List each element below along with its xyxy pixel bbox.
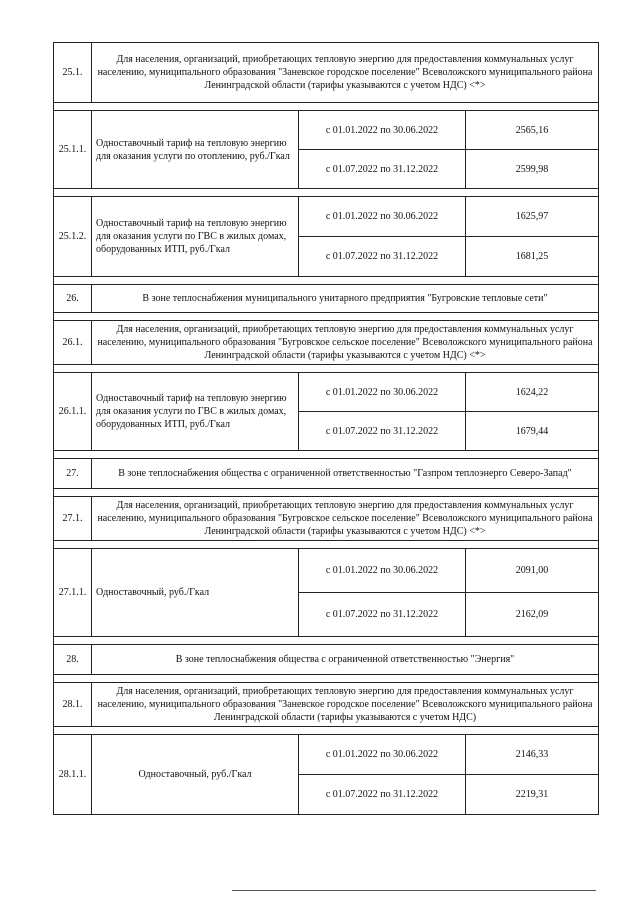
period-cell: с 01.01.2022 по 30.06.2022 bbox=[299, 197, 466, 237]
table-row bbox=[54, 645, 599, 675]
row-spacer bbox=[54, 313, 599, 321]
row-number: 26. bbox=[54, 285, 92, 313]
row-number: 26.1.1. bbox=[54, 373, 92, 451]
section-title: В зоне теплоснабжения общества с ограниченной ответственностью "Энергия" bbox=[92, 645, 599, 675]
row-spacer bbox=[54, 637, 599, 645]
tariff-table bbox=[53, 42, 599, 815]
period-cell: с 01.07.2022 по 31.12.2022 bbox=[299, 775, 466, 815]
row-number: 25.1.1. bbox=[54, 111, 92, 189]
section-title: В зоне теплоснабжения общества с ограниченной ответственностью "Газпром теплоэнерго Северо-Запад" bbox=[92, 459, 599, 489]
tariff-value: 1679,44 bbox=[466, 412, 599, 451]
section-description: Для населения, организаций, приобретающих тепловую энергию для предоставления коммунальных услуг населению, муниципального образования "Бугровское сельское поселение" Всеволожского муниципального района Ленинградской области (тарифы указываются с учетом НДС) <*> bbox=[92, 321, 599, 365]
tariff-name: Одноставочный, руб./Гкал bbox=[92, 735, 299, 815]
row-spacer bbox=[54, 727, 599, 735]
table-row bbox=[54, 111, 599, 150]
tariff-value: 2219,31 bbox=[466, 775, 599, 815]
table-row bbox=[54, 735, 599, 775]
period-cell: с 01.07.2022 по 31.12.2022 bbox=[299, 593, 466, 637]
table-row bbox=[54, 285, 599, 313]
section-title: В зоне теплоснабжения муниципального унитарного предприятия "Бугровские тепловые сети" bbox=[92, 285, 599, 313]
tariff-name: Одноставочный тариф на тепловую энергию для оказания услуги по ГВС в жилых домах, оборудованных ИТП, руб./Гкал bbox=[92, 197, 299, 277]
table-row bbox=[54, 497, 599, 541]
row-spacer bbox=[54, 489, 599, 497]
tariff-value: 1625,97 bbox=[466, 197, 599, 237]
row-number: 28.1.1. bbox=[54, 735, 92, 815]
row-spacer bbox=[54, 103, 599, 111]
row-spacer bbox=[54, 365, 599, 373]
section-description: Для населения, организаций, приобретающих тепловую энергию для предоставления коммунальных услуг населению, муниципального образования "Заневское городское поселение" Всеволожского муниципального района Ленинградской области (тарифы указываются с учетом НДС) <*> bbox=[92, 43, 599, 103]
tariff-name: Одноставочный тариф на тепловую энергию для оказания услуги по отоплению, руб./Гкал bbox=[92, 111, 299, 189]
table-row bbox=[54, 321, 599, 365]
row-number: 26.1. bbox=[54, 321, 92, 365]
table-row bbox=[54, 373, 599, 412]
tariff-value: 2091,00 bbox=[466, 549, 599, 593]
tariff-value: 1681,25 bbox=[466, 237, 599, 277]
row-number: 25.1. bbox=[54, 43, 92, 103]
row-spacer bbox=[54, 189, 599, 197]
row-number: 27.1. bbox=[54, 497, 92, 541]
period-cell: с 01.07.2022 по 31.12.2022 bbox=[299, 412, 466, 451]
row-spacer bbox=[54, 451, 599, 459]
period-cell: с 01.01.2022 по 30.06.2022 bbox=[299, 111, 466, 150]
tariff-value: 1624,22 bbox=[466, 373, 599, 412]
footer-rule bbox=[232, 890, 596, 891]
period-cell: с 01.01.2022 по 30.06.2022 bbox=[299, 549, 466, 593]
tariff-value: 2565,16 bbox=[466, 111, 599, 150]
table-row bbox=[54, 43, 599, 103]
tariff-value: 2146,33 bbox=[466, 735, 599, 775]
row-number: 27. bbox=[54, 459, 92, 489]
period-cell: с 01.07.2022 по 31.12.2022 bbox=[299, 150, 466, 189]
section-description: Для населения, организаций, приобретающих тепловую энергию для предоставления коммунальных услуг населению, муниципального образования "Заневское городское поселение" Всеволожского муниципального района Ленинградской области (тарифы указываются с учетом НДС) bbox=[92, 683, 599, 727]
tariff-name: Одноставочный тариф на тепловую энергию для оказания услуги по ГВС в жилых домах, оборудованных ИТП, руб./Гкал bbox=[92, 373, 299, 451]
row-spacer bbox=[54, 541, 599, 549]
row-spacer bbox=[54, 277, 599, 285]
table-row bbox=[54, 683, 599, 727]
row-number: 28.1. bbox=[54, 683, 92, 727]
row-number: 25.1.2. bbox=[54, 197, 92, 277]
tariff-value: 2599,98 bbox=[466, 150, 599, 189]
period-cell: с 01.01.2022 по 30.06.2022 bbox=[299, 373, 466, 412]
tariff-name: Одноставочный, руб./Гкал bbox=[92, 549, 299, 637]
table-row bbox=[54, 197, 599, 237]
row-spacer bbox=[54, 675, 599, 683]
row-number: 27.1.1. bbox=[54, 549, 92, 637]
tariff-value: 2162,09 bbox=[466, 593, 599, 637]
table-row bbox=[54, 459, 599, 489]
period-cell: с 01.01.2022 по 30.06.2022 bbox=[299, 735, 466, 775]
row-number: 28. bbox=[54, 645, 92, 675]
section-description: Для населения, организаций, приобретающих тепловую энергию для предоставления коммунальных услуг населению, муниципального образования "Бугровское сельское поселение" Всеволожского муниципального района Ленинградской области (тарифы указываются с учетом НДС) <*> bbox=[92, 497, 599, 541]
period-cell: с 01.07.2022 по 31.12.2022 bbox=[299, 237, 466, 277]
table-row bbox=[54, 549, 599, 593]
